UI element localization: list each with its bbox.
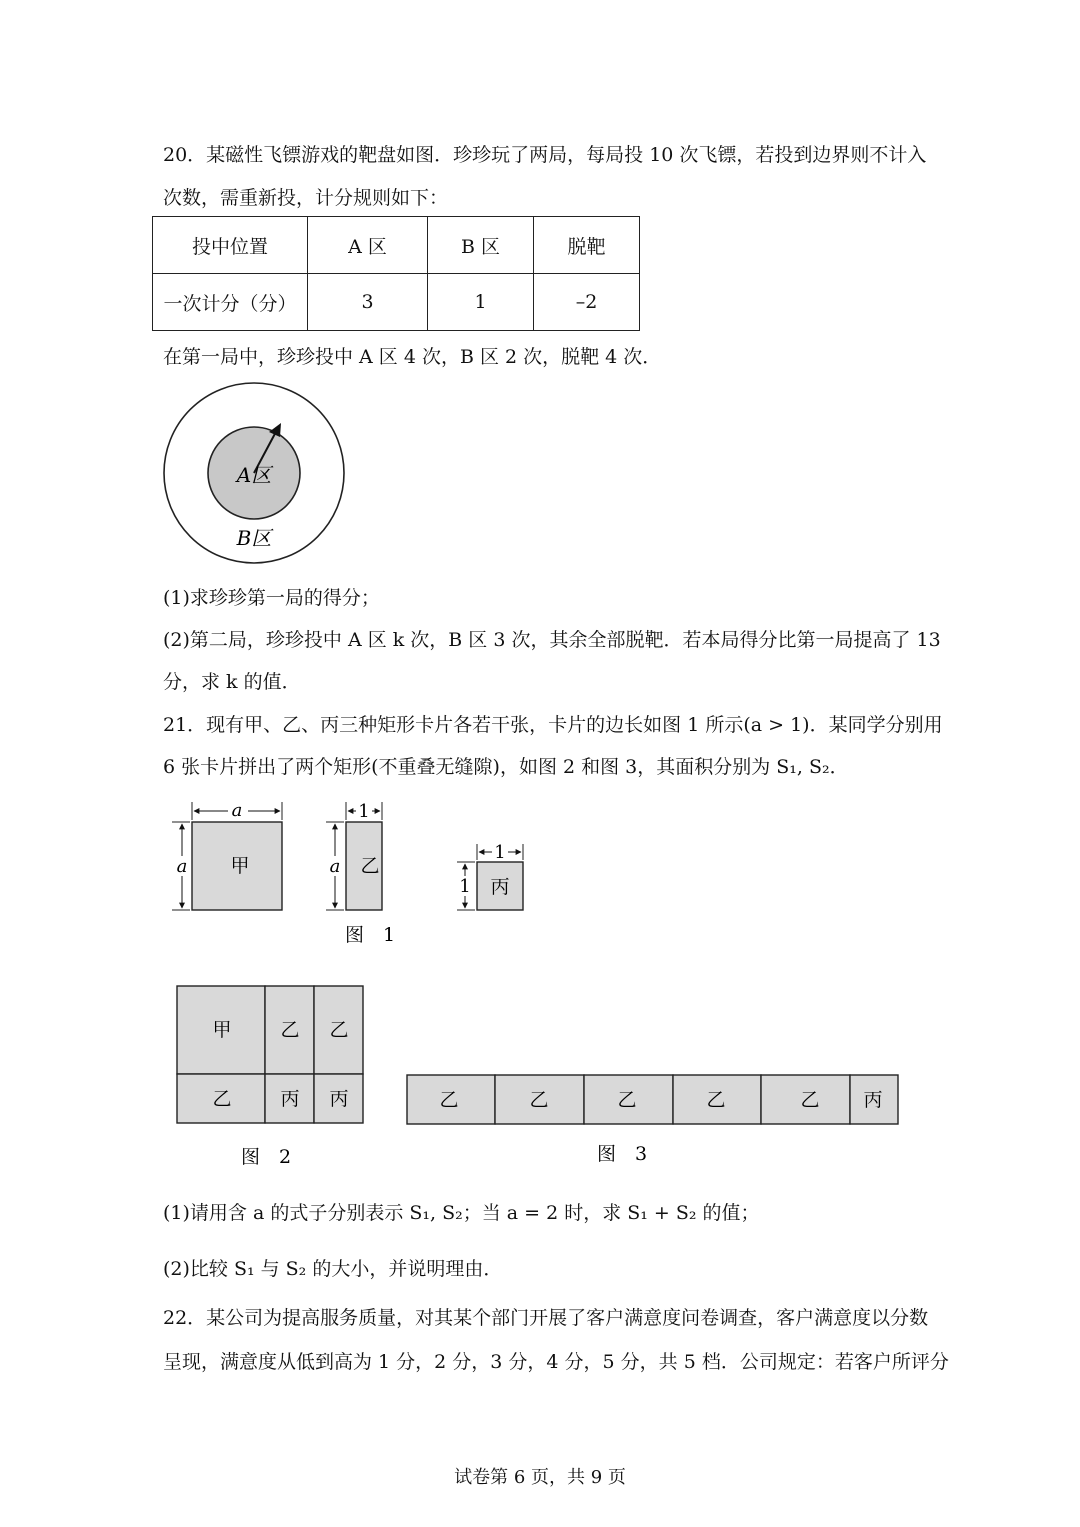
table-cell: 投中位置 [153,217,308,274]
q22-stem-line1: 22．某公司为提高服务质量，对其某个部门开展了客户满意度问卷调查，客户满意度以分数 [163,1307,929,1329]
dim-label: 1 [358,801,370,822]
q20-part1: (1)求珍珍第一局的得分； [163,587,380,609]
table-cell: 脱靶 [534,217,640,274]
dim-label: 1 [494,842,506,863]
tile-label: 乙 [280,1019,300,1041]
card-label: 乙 [360,855,380,877]
q20-stem-line1: 20．某磁性飞镖游戏的靶盘如图．珍珍玩了两局，每局投 10 次飞镖，若投到边界则不计入 [163,144,927,166]
q21-part2: (2)比较 S₁ 与 S₂ 的大小，并说明理由． [163,1258,503,1280]
tile-label: 乙 [212,1088,232,1110]
q21-stem-line2: 6 张卡片拼出了两个矩形(不重叠无缝隙)，如图 2 和图 3，其面积分别为 S₁, S₂． [163,756,849,778]
figure-1 [170,800,550,950]
table-cell: 一次计分（分） [153,274,308,331]
card-label: 丙 [490,876,510,898]
table-header-row [153,217,640,274]
table-row [153,274,640,331]
tile-label: 丙 [329,1088,349,1110]
tile-label: 乙 [439,1089,459,1111]
tile-label: 乙 [800,1089,820,1111]
label-b-zone: B区 [236,526,272,550]
scoring-table [152,216,640,331]
table-cell: 1 [428,274,534,331]
tile-label: 乙 [329,1019,349,1041]
dim-label: 1 [459,876,471,897]
dim-label: a [231,800,243,821]
dim-label: a [329,856,341,877]
q20-part2-line2: 分，求 k 的值． [163,671,301,693]
label-a-zone: A区 [236,463,272,487]
dim-label: a [176,856,188,877]
tile-label: 乙 [706,1089,726,1111]
q20-round1: 在第一局中，珍珍投中 A 区 4 次，B 区 2 次，脱靶 4 次． [163,346,662,368]
card-label: 甲 [230,855,250,877]
table-cell: –2 [534,274,640,331]
figure-3 [406,1074,906,1174]
q20-part2-line1: (2)第二局，珍珍投中 A 区 k 次，B 区 3 次，其余全部脱靶．若本局得分比第一局提高了 13 [163,629,941,651]
tile-label: 丙 [280,1088,300,1110]
q21-stem-line1: 21．现有甲、乙、丙三种矩形卡片各若干张，卡片的边长如图 1 所示(a > 1)．某同学分别用 [163,714,943,736]
tile-label: 丙 [863,1089,883,1111]
page-footer: 试卷第 6 页，共 9 页 [454,1467,626,1488]
figure-2 [176,985,376,1175]
tile-label: 甲 [212,1019,232,1041]
tile-label: 乙 [529,1089,549,1111]
q22-stem-line2: 呈现，满意度从低到高为 1 分，2 分，3 分，4 分，5 分，共 5 档．公司规定：若客户所评分 [163,1351,949,1373]
figure-caption: 图 2 [240,1146,292,1168]
figure-caption: 图 3 [596,1143,648,1165]
table-cell: A 区 [308,217,428,274]
dartboard-figure [160,380,350,570]
table-cell: B 区 [428,217,534,274]
tile-label: 乙 [617,1089,637,1111]
q21-part1: (1)请用含 a 的式子分别表示 S₁, S₂；当 a = 2 时，求 S₁ + S₂ 的值； [163,1202,760,1224]
figure-caption: 图 1 [344,924,396,946]
table-cell: 3 [308,274,428,331]
q20-stem-line2: 次数，需重新投，计分规则如下： [163,187,449,209]
